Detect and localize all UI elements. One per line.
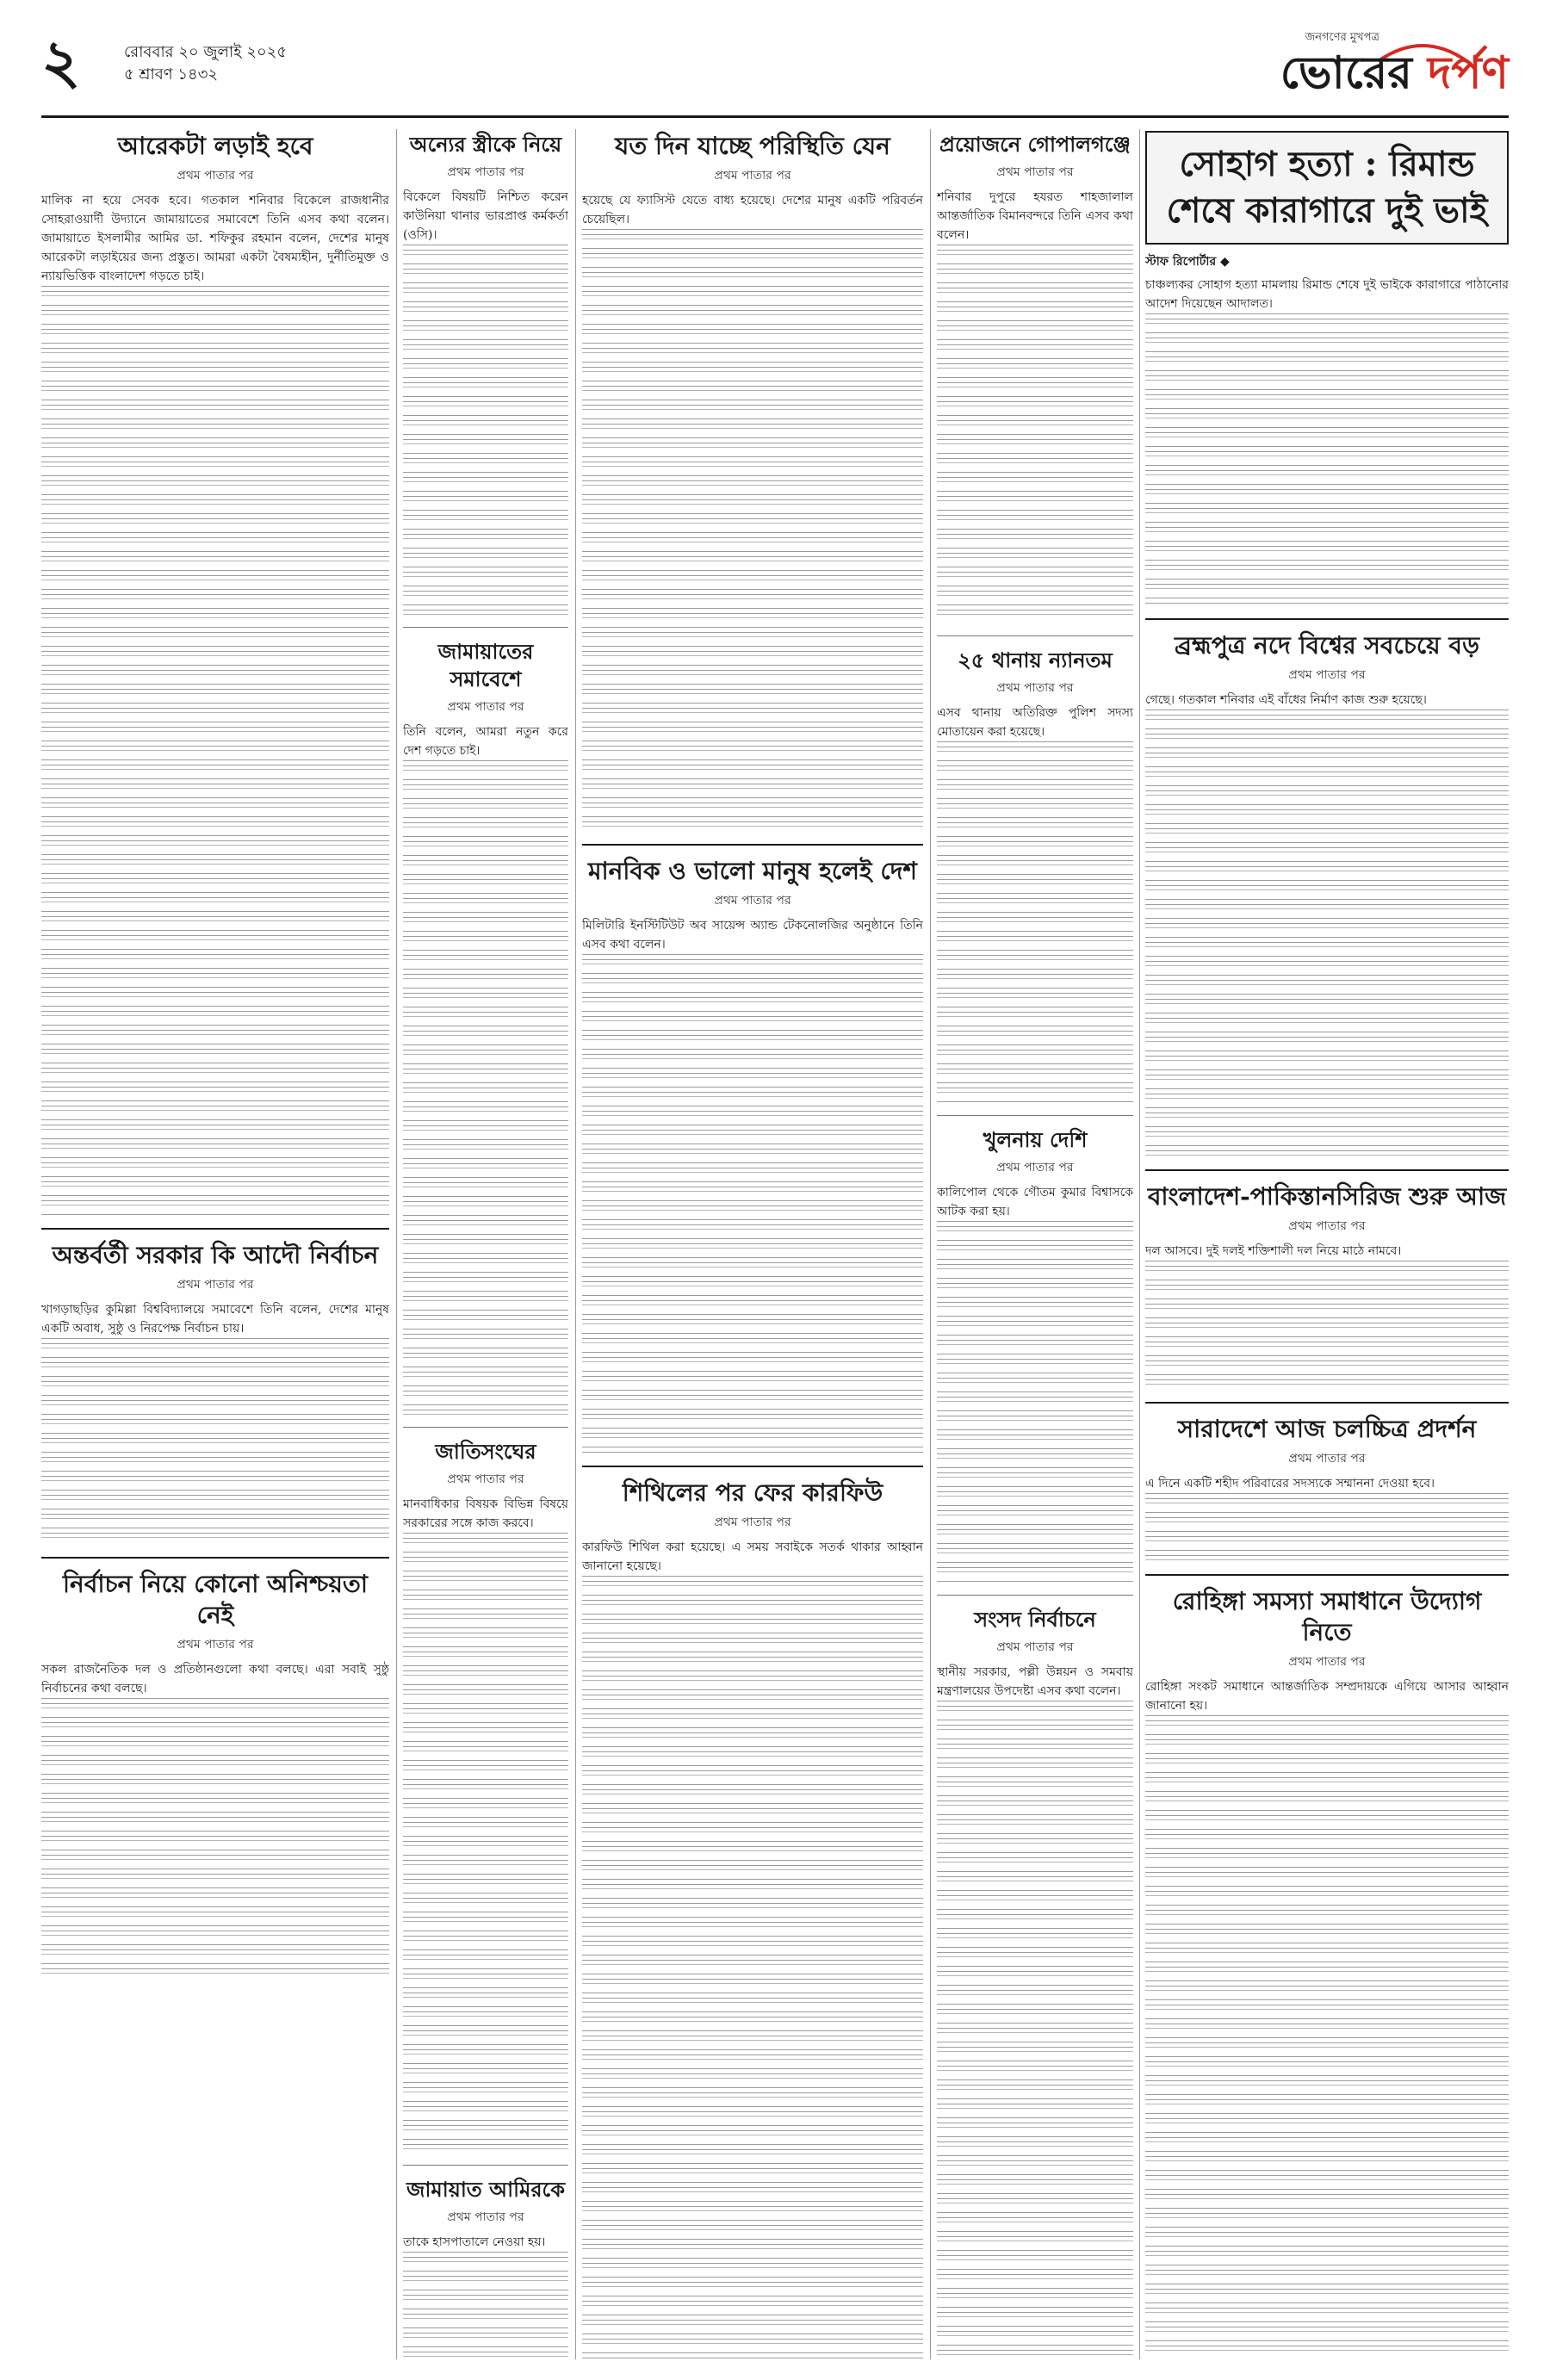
story-separator xyxy=(403,2165,568,2166)
story-headline: মানবিক ও ভালো মানুষ হলেই দেশ xyxy=(588,857,917,885)
story-25-thana xyxy=(937,647,1133,1103)
story-lead: তিনি বলেন, আমরা নতুন করে দেশ গড়তে চাই। xyxy=(403,725,568,758)
brand-logo xyxy=(1138,24,1509,110)
story-lead: কারফিউ শিথিল করা হয়েছে। এ সময় সবাইকে সতর্ক থাকার আহ্বান জানানো হয়েছে। xyxy=(582,1540,923,1573)
story-lead: দল আসবে। দুই দলই শক্তিশালী দল নিয়ে মাঠে নামবে। xyxy=(1145,1244,1402,1258)
story-body-text xyxy=(1145,710,1509,1157)
jump-label: প্রথম পাতার পর xyxy=(1288,668,1366,682)
story-headline: আরেকটা লড়াই হবে xyxy=(117,132,313,160)
story-separator xyxy=(1145,1574,1509,1576)
jump-label: প্রথম পাতার পর xyxy=(177,169,254,183)
story-headline: প্রয়োজনে গোপালগঞ্জে xyxy=(939,132,1131,157)
story-lead: খাগড়াছড়ির কুমিল্লা বিশ্ববিদ্যালয়ে সমাবেশে তিনি বলেন, দেশের মানুষ একটি অবাধ, সুষ্ঠু ও নিরপেক্ষ নির্বাচন চায়। xyxy=(41,1303,389,1336)
story-headline: জাতিসংঘের xyxy=(435,1439,536,1464)
jump-label: প্রথম পাতার পর xyxy=(447,700,524,714)
story-body-text xyxy=(41,1338,389,1545)
jump-label: প্রথম পাতার পর xyxy=(447,2210,524,2224)
story-sohag-murder xyxy=(1145,131,1509,606)
story-separator xyxy=(403,1427,568,1428)
story-separator xyxy=(937,1115,1133,1116)
lead-headline: সোহাগ হত্যা : রিমান্ড শেষে কারাগারে দুই ভাই xyxy=(1145,131,1509,245)
story-gopalganj xyxy=(937,131,1133,623)
jump-label: প্রথম পাতার পর xyxy=(177,1638,254,1652)
date-gregorian: রোববার ২০ জুলাই ২০২৫ xyxy=(124,43,288,61)
story-body-text xyxy=(582,954,923,1453)
story-headline: শিথিলের পর ফের কারফিউ xyxy=(622,1478,884,1507)
story-lead: এ দিনে একটি শহীদ পরিবারের সদস্যকে সম্মাননা দেওয়া হবে। xyxy=(1145,1477,1435,1491)
jump-label: প্রথম পাতার পর xyxy=(714,1515,791,1529)
story-headline: জামায়াত আমিরকে xyxy=(406,2177,565,2202)
column-2 xyxy=(403,129,568,2359)
story-body-text xyxy=(403,760,568,1415)
story-lead: চাঞ্চল্যকর সোহাগ হত্যা মামলায় রিমান্ড শেষে দুই ভাইকে কারাগারে পাঠানোর আদেশ দিয়েছেন আদালত। xyxy=(1145,278,1509,311)
story-body-text xyxy=(403,245,568,615)
column-divider xyxy=(396,129,397,2359)
date-block xyxy=(124,41,287,86)
story-separator xyxy=(937,1595,1133,1596)
story-interim-election xyxy=(41,1240,389,1545)
story-separator xyxy=(1145,1402,1509,1404)
story-separator xyxy=(1145,618,1509,620)
story-onner-stri xyxy=(403,131,568,615)
column-3 xyxy=(582,129,923,2359)
story-headline: যত দিন যাচ্ছে পরিস্থিতি যেন xyxy=(615,132,890,160)
story-separator xyxy=(937,635,1133,636)
story-lead: শনিবার দুপুরে হযরত শাহজালাল আন্তর্জাতিক বিমানবন্দরে তিনি এসব কথা বলেন। xyxy=(937,190,1133,242)
story-parliament xyxy=(937,1606,1133,2355)
story-headline: জামায়াতের সমাবেশে xyxy=(437,639,534,691)
story-headline: সারাদেশে আজ চলচ্চিত্র প্রদর্শন xyxy=(1177,1415,1477,1443)
story-un xyxy=(403,1438,568,2153)
column-divider xyxy=(575,129,576,2359)
byline: স্টাফ রিপোর্টার ◆ xyxy=(1145,255,1230,269)
story-lead: মালিক না হয়ে সেবক হবে। গতকাল শনিবার বিকেলে রাজধানীর সোহরাওয়ার্দী উদ্যানে জামায়াতের সমাবেশে তিনি এসব কথা বলেন। জামায়াতে ইসলামীর আমির ডা. শফিকুর রহমান বলেন, দেশের মানুষ আরেকটা লড়াইয়ের জন্য প্রস্তুত। আমরা একটা বৈষম্যহীন, দুর্নীতিমুক্ত ও ন্যায়ভিত্তিক বাংলাদেশ গড়তে চাই। xyxy=(41,194,389,283)
story-bd-pak-series xyxy=(1145,1181,1509,1390)
brand-name-part-1: ভোরের xyxy=(1280,47,1428,99)
story-headline: নির্বাচন নিয়ে কোনো অনিশ্চয়তা নেই xyxy=(63,1570,368,1629)
story-separator xyxy=(1145,1169,1509,1171)
story-arekta-lorai xyxy=(41,131,389,1216)
story-lead: কালিপোল থেকে গৌতম কুমার বিশ্বাসকে আটক করা হয়। xyxy=(937,1186,1133,1218)
story-lead: তাকে হাসপাতালে নেওয়া হয়। xyxy=(403,2235,546,2249)
jump-label: প্রথম পাতার পর xyxy=(177,1278,254,1292)
jump-label: প্রথম পাতার পর xyxy=(1288,1452,1366,1466)
story-good-people xyxy=(582,856,923,1453)
story-body-text xyxy=(582,229,923,832)
story-body-text xyxy=(937,1221,1133,1583)
story-election-certainty xyxy=(41,1569,389,1974)
story-headline: অন্যের স্ত্রীকে নিয়ে xyxy=(409,132,562,157)
story-jamaat-rally xyxy=(403,638,568,1415)
page-number: ২ xyxy=(41,26,81,97)
story-body-text xyxy=(1145,1493,1509,1562)
story-film-screening xyxy=(1145,1414,1509,1562)
story-body-text xyxy=(582,1576,923,2359)
story-lead: হয়েছে যে ফ্যাসিস্ট যেতে বাধ্য হয়েছে। দেশের মানুষ একটি পরিবর্তন চেয়েছিল। xyxy=(582,194,923,226)
story-lead: স্থানীয় সরকার, পল্লী উন্নয়ন ও সমবায় মন্ত্রণালয়ের উপদেষ্টা এসব কথা বলেন। xyxy=(937,1665,1133,1698)
story-jamaat-amir xyxy=(403,2176,568,2359)
column-divider xyxy=(930,129,931,2359)
story-lead: মানবাধিকার বিষয়ক বিভিন্ন বিষয়ে সরকারের সঙ্গে কাজ করবে। xyxy=(403,1497,568,1530)
story-headline: সংসদ নির্বাচনে xyxy=(974,1607,1096,1632)
column-4 xyxy=(937,129,1133,2359)
story-headline: ব্রহ্মপুত্র নদে বিশ্বের সবচেয়ে বড় xyxy=(1175,631,1479,660)
masthead-rule xyxy=(41,115,1509,118)
story-separator xyxy=(582,1466,923,1467)
story-body-text xyxy=(41,1698,389,1974)
story-brahmaputra xyxy=(1145,630,1509,1157)
jump-label: প্রথম পাতার পর xyxy=(996,165,1074,179)
jump-label: প্রথম পাতার পর xyxy=(996,1640,1074,1654)
jump-label: প্রথম পাতার পর xyxy=(1288,1655,1366,1669)
story-headline: খুলনায় দেশি xyxy=(983,1127,1088,1152)
story-lead: গেছে। গতকাল শনিবার এই বাঁধের নির্মাণ কাজ শুরু হয়েছে। xyxy=(1145,693,1427,707)
story-headline: ২৫ থানায় ন্যানতম xyxy=(958,648,1113,672)
story-headline: রোহিঙ্গা সমস্যা সমাধানে উদ্যোগ নিতে xyxy=(1172,1587,1482,1646)
brand-tagline: জনগণের মুখপত্র xyxy=(1305,31,1380,44)
story-separator xyxy=(403,627,568,628)
masthead xyxy=(41,24,1509,110)
column-divider xyxy=(1139,129,1140,2359)
story-headline: অন্তর্বর্তী সরকার কি আদৌ নির্বাচন xyxy=(52,1241,379,1269)
jump-label: প্রথম পাতার পর xyxy=(714,894,791,908)
story-separator xyxy=(41,1557,389,1559)
story-body-text xyxy=(403,2252,568,2359)
column-1 xyxy=(41,129,389,2359)
story-lead: সকল রাজনৈতিক দল ও প্রতিষ্ঠানগুলো কথা বলছে। এরা সবাই সুষ্ঠু নির্বাচনের কথা বলছে। xyxy=(41,1663,389,1695)
story-body-text xyxy=(937,1701,1133,2355)
story-separator xyxy=(41,1228,389,1230)
story-body-text xyxy=(937,245,1133,623)
story-rohingya xyxy=(1145,1586,1509,2359)
story-body-text xyxy=(1145,1261,1509,1390)
story-khulna xyxy=(937,1126,1133,1583)
story-body-text xyxy=(403,1533,568,2153)
story-lead: রোহিঙ্গা সংকট সমাধানে আন্তর্জাতিক সম্প্রদায়কে এগিয়ে আসার আহ্বান জানানো হয়। xyxy=(1145,1680,1509,1713)
jump-label: প্রথম পাতার পর xyxy=(996,1161,1074,1175)
story-lead: মিলিটারি ইনস্টিটিউট অব সায়েন্স অ্যান্ড টেকনোলজির অনুষ্ঠানে তিনি এসব কথা বলেন। xyxy=(582,919,923,951)
story-body-text xyxy=(937,741,1133,1103)
jump-label: প্রথম পাতার পর xyxy=(447,1472,524,1486)
story-separator xyxy=(582,844,923,846)
brand-name xyxy=(1280,45,1509,102)
jump-label: প্রথম পাতার পর xyxy=(1288,1219,1366,1233)
date-bangla: ৫ শ্রাবণ ১৪৩২ xyxy=(124,65,219,84)
story-body-text xyxy=(41,286,389,1216)
jump-label: প্রথম পাতার পর xyxy=(714,169,791,183)
story-situation xyxy=(582,131,923,832)
story-body-text xyxy=(1145,1715,1509,2359)
story-headline: বাংলাদেশ-পাকিস্তানসিরিজ শুরু আজ xyxy=(1147,1182,1507,1211)
story-lead: এসব থানায় অতিরিক্ত পুলিশ সদস্য মোতায়েন করা হয়েছে। xyxy=(937,706,1133,739)
story-lead: বিকেলে বিষয়টি নিশ্চিত করেন কাউনিয়া থানার ভারপ্রাপ্ত কর্মকর্তা (ওসি)। xyxy=(403,190,568,242)
brand-name-part-2: দর্পণ xyxy=(1427,47,1509,99)
jump-label: প্রথম পাতার পর xyxy=(996,681,1074,695)
jump-label: প্রথম পাতার পর xyxy=(447,165,524,179)
story-body-text xyxy=(1145,313,1509,606)
column-5 xyxy=(1145,129,1509,2359)
story-curfew xyxy=(582,1478,923,2359)
